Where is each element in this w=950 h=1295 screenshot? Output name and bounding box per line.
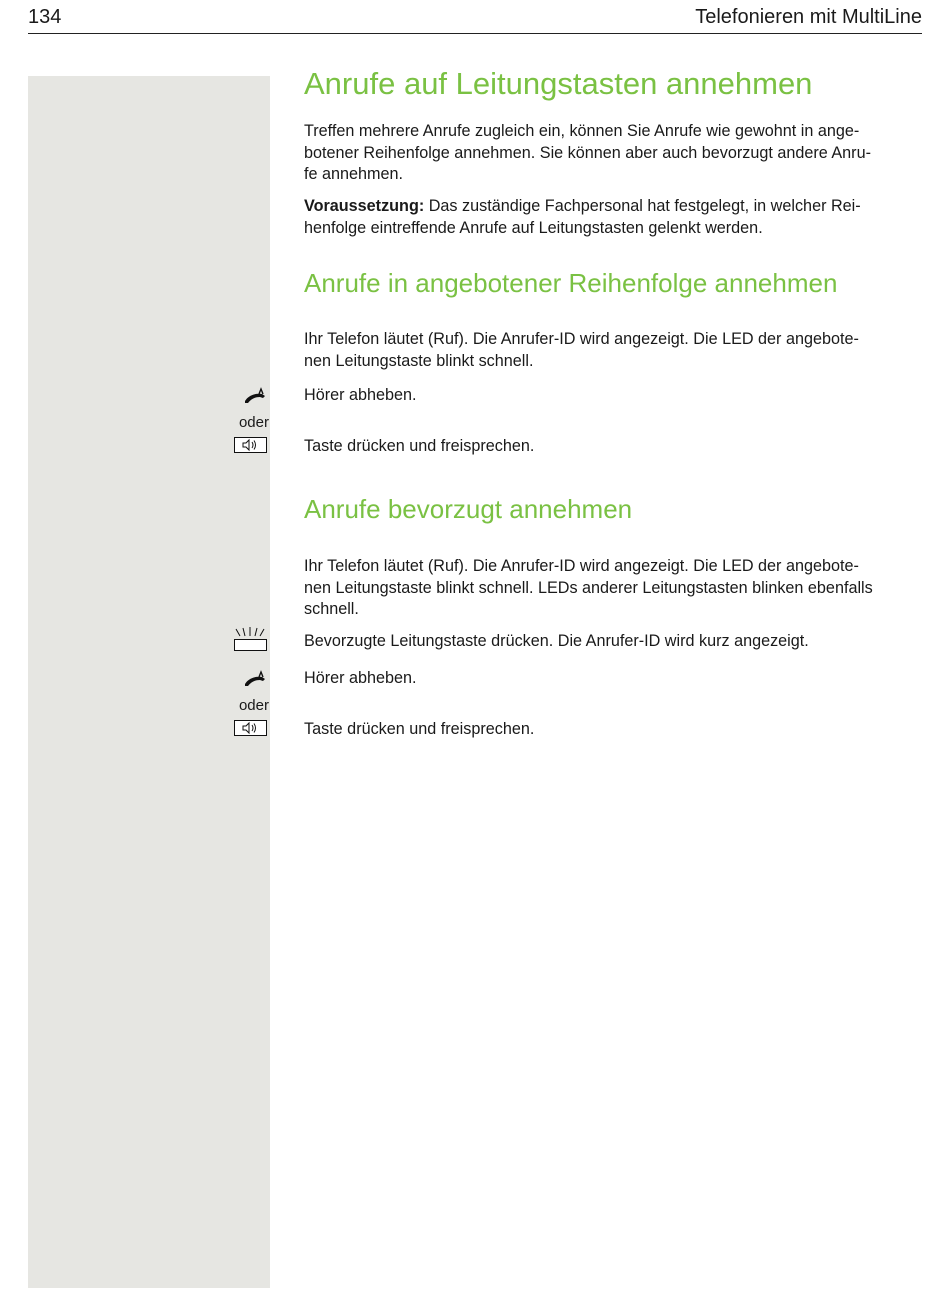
or-label: oder [238,414,269,431]
description-line: nen Leitungstaste blinkt schnell. LEDs anderer Leitungstasten blinken ebenfalls [304,578,873,597]
description-line: Ihr Telefon läutet (Ruf). Die Anrufer-ID wird angezeigt. Die LED der angebote- [304,557,859,575]
handset-lift-icon [242,387,270,405]
chapter-title: Telefonieren mit MultiLine [695,6,922,28]
description-line: nen Leitungstaste blinkt schnell. [304,351,534,370]
step-press-speaker-key: Taste drücken und freisprechen. [304,437,535,455]
prerequisite-text: Das zuständige Fachpersonal hat festgelegt, in welcher Rei- [424,197,861,215]
icon-margin-column [28,76,270,1288]
line-key-blinking-icon [234,627,267,652]
speaker-key-icon [234,437,267,453]
step-lift-handset: Hörer abheben. [304,669,417,687]
section2-description [304,556,924,621]
prerequisite-text: henfolge eintreffende Anrufe auf Leitungstasten gelenkt werden. [304,218,763,237]
intro-paragraph [304,121,924,186]
section1-description [304,329,924,372]
step-press-speaker-key: Taste drücken und freisprechen. [304,720,535,738]
speaker-key-icon [234,720,267,736]
page-number: 134 [28,6,62,28]
page-header [28,6,922,34]
description-line: schnell. [304,600,359,618]
description-line: Ihr Telefon läutet (Ruf). Die Anrufer-ID wird angezeigt. Die LED der angebote- [304,330,859,348]
intro-line: fe annehmen. [304,165,403,183]
step-press-line-key: Bevorzugte Leitungstaste drücken. Die Anrufer-ID wird kurz angezeigt. [304,632,809,650]
intro-line: Treffen mehrere Anrufe zugleich ein, können Sie Anrufe wie gewohnt in ange- [304,122,860,140]
or-label: oder [238,697,269,714]
page-title: Anrufe auf Leitungstasten annehmen [304,66,813,101]
intro-line: botener Reihenfolge annehmen. Sie können aber auch bevorzugt andere Anru- [304,143,871,162]
handset-lift-icon [242,670,270,688]
section-title-offered-order: Anrufe in angebotener Reihenfolge annehmen [304,268,838,298]
section-title-preferred: Anrufe bevorzugt annehmen [304,494,633,524]
prerequisite-label: Voraussetzung: [304,197,425,215]
step-lift-handset: Hörer abheben. [304,386,417,404]
prerequisite-paragraph [304,196,924,239]
